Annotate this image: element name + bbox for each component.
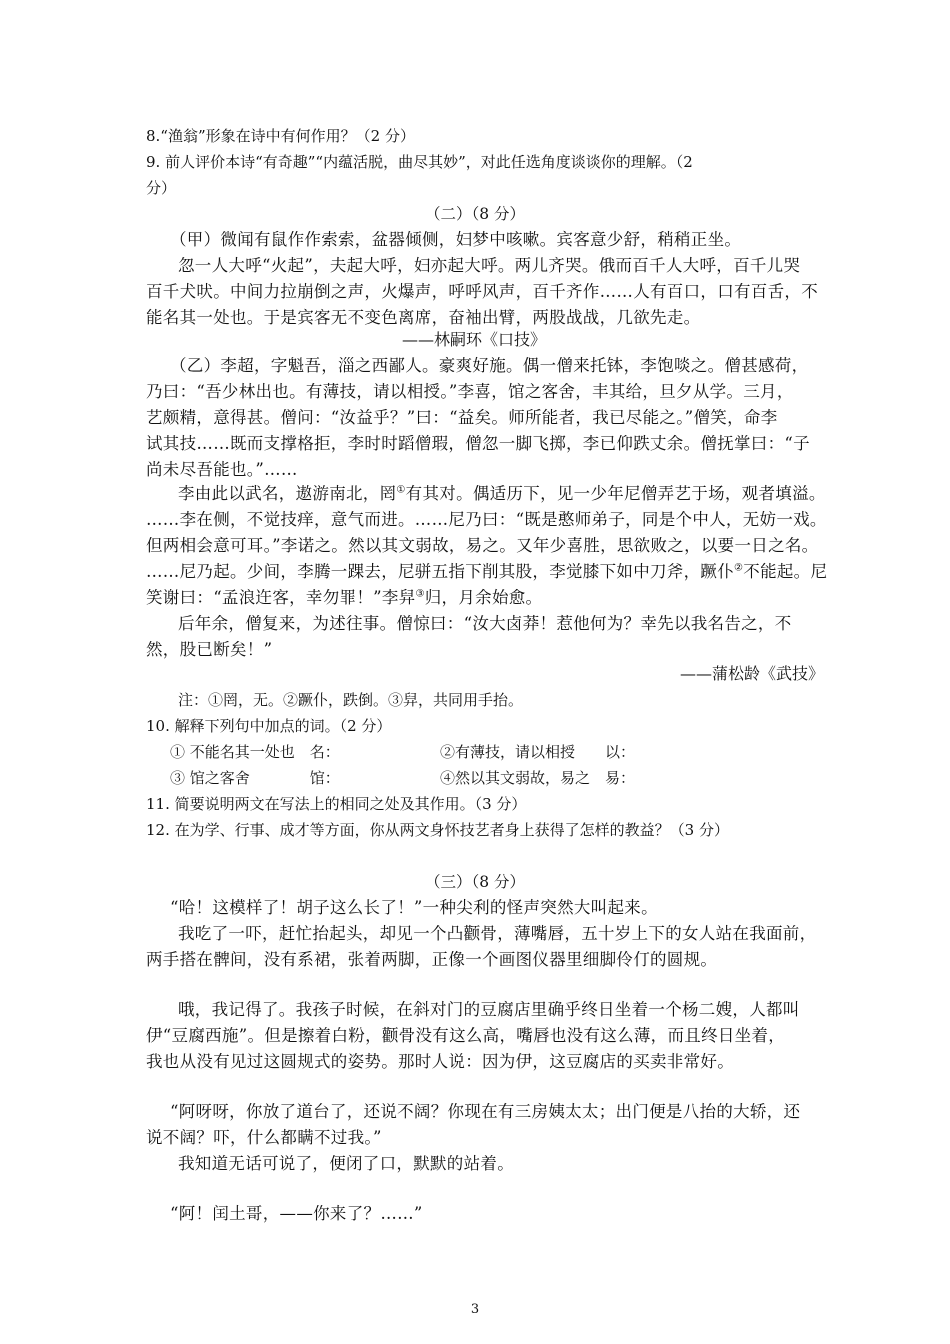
s3-p4-line-1: “阿呀呀，你放了道台了，还说不阔？你现在有三房姨太太；出门便是八抬的大轿，还 xyxy=(170,1102,801,1121)
annotation-note: 注：①罔，无。②蹶仆，跌倒。③舁，共同用手抬。 xyxy=(178,691,524,709)
s3-p1: “哈！这模样了！胡子这么长了！”一种尖利的怪声突然大叫起来。 xyxy=(170,898,658,917)
note-ref-1: ① xyxy=(396,484,406,496)
yi-paragraph-3-line-1: 后年余，僧复来，为述往事。僧惊曰：“汝大卤莽！惹他何为？幸先以我名告之，不 xyxy=(178,614,792,633)
yi-paragraph-2-line-3: 但两相会意可耳。”李诺之。然以其文弱故，易之。又年少喜胜，思欲败之，以要一日之名。 xyxy=(146,536,819,555)
yi-paragraph-2-line-1: 李由此以武名，遨游南北，罔①有其对。偶适历下，见一少年尼僧弄艺于场，观者填溢。 xyxy=(178,484,826,503)
jia-line-2: 忽一人大呼“火起”，夫起大呼，妇亦起大呼。两儿齐哭。俄而百千人大呼，百千儿哭 xyxy=(178,256,801,275)
q10-item-1: ① 不能名其一处也 名： xyxy=(170,743,340,761)
q10-item-4: ④然以其文弱故，易之 易： xyxy=(440,769,636,787)
s3-p5: 我知道无话可说了，便闭了口，默默的站着。 xyxy=(178,1154,514,1173)
q10-item-3: ③ 馆之客舍 馆： xyxy=(170,769,340,787)
yi-paragraph-3-line-2: 然，股已断矣！” xyxy=(146,640,273,659)
yi-paragraph-2-line-4: ……尼乃起。少间，李腾一踝去，尼骈五指下削其股，李觉膝下如中刀斧，蹶仆②不能起。尼 xyxy=(146,562,828,581)
section-2-heading: （二）（8 分） xyxy=(424,205,526,223)
yi-line-5: 尚未尽吾能也。”…… xyxy=(146,460,298,479)
question-10: 10. 解释下列句中加点的词。（2 分） xyxy=(146,717,392,735)
yi-line-4: 试其技……既而支撑格拒，李时时蹈僧瑕，僧忽一脚飞掷，李已仰跌丈余。僧抚掌曰：“子 xyxy=(146,434,810,453)
q10-item-2: ②有薄技，请以相授 以： xyxy=(440,743,636,761)
section-3-heading: （三）（8 分） xyxy=(424,873,526,891)
yi-line-1: （乙）李超，字魁吾，淄之西鄙人。豪爽好施。偶一僧来托钵，李饱啖之。僧甚感荷， xyxy=(170,356,809,375)
note-ref-2: ② xyxy=(734,562,744,574)
yi-paragraph-2-line-2: ……李在侧，不觉技痒，意气而进。……尼乃曰：“既是憨师弟子，同是个中人，无妨一戏。 xyxy=(146,510,827,529)
jia-line-4: 能名其一处也。于是宾客无不变色离席，奋袖出臂，两股战战，几欲先走。 xyxy=(146,308,701,327)
s3-p4-line-2: 说不阔？吓，什么都瞒不过我。” xyxy=(146,1128,382,1147)
note-ref-3: ③ xyxy=(415,588,425,600)
yi-line-2: 乃曰：“吾少林出也。有薄技，请以相授。”李喜，馆之客舍，丰其给，旦夕从学。三月， xyxy=(146,382,794,401)
yi-source: ——蒲松龄《武技》 xyxy=(680,664,825,683)
question-12: 12. 在为学、行事、成才等方面，你从两文身怀技艺者身上获得了怎样的教益？（3 分） xyxy=(146,821,729,839)
s3-p2-line-2: 两手搭在髀间，没有系裙，张着两脚，正像一个画图仪器里细脚伶仃的圆规。 xyxy=(146,950,718,969)
s3-p6: “阿！闰土哥，——你来了？……” xyxy=(170,1204,423,1223)
page-number: 3 xyxy=(470,1302,480,1317)
jia-source: ——林嗣环《口技》 xyxy=(402,330,547,349)
s3-p3-line-2: 伊“豆腐西施”。但是擦着白粉，颧骨没有这么高，嘴唇也没有这么薄，而且终日坐着， xyxy=(146,1026,786,1045)
question-9-line1: 9. 前人评价本诗“有奇趣”“内蕴活脱，曲尽其妙”，对此任选角度谈谈你的理解。（2 xyxy=(146,153,693,171)
s3-p3-line-3: 我也从没有见过这圆规式的姿势。那时人说：因为伊，这豆腐店的买卖非常好。 xyxy=(146,1052,734,1071)
jia-line-1: （甲）微闻有鼠作作索索，盆器倾侧，妇梦中咳嗽。宾客意少舒，稍稍正坐。 xyxy=(170,230,742,249)
s3-p3-line-1: 哦，我记得了。我孩子时候，在斜对门的豆腐店里确乎终日坐着一个杨二嫂，人都叫 xyxy=(178,1000,800,1019)
jia-line-3: 百千犬吠。中间力拉崩倒之声，火爆声，呼呼风声，百千齐作……人有百口，口有百舌，不 xyxy=(146,282,818,301)
question-9-line2: 分） xyxy=(146,179,177,197)
question-11: 11. 简要说明两文在写法上的相同之处及其作用。（3 分） xyxy=(146,795,527,813)
s3-p2-line-1: 我吃了一吓，赶忙抬起头，却见一个凸颧骨，薄嘴唇，五十岁上下的女人站在我面前， xyxy=(178,924,817,943)
yi-paragraph-2-line-5: 笑谢曰：“孟浪迕客，幸勿罪！”李舁③归，月余始愈。 xyxy=(146,588,543,607)
yi-line-3: 艺颇精，意得甚。僧问：“汝益乎？”曰：“益矣。师所能者，我已尽能之。”僧笑，命李 xyxy=(146,408,778,427)
question-8: 8.“渔翁”形象在诗中有何作用？（2 分） xyxy=(146,127,415,145)
